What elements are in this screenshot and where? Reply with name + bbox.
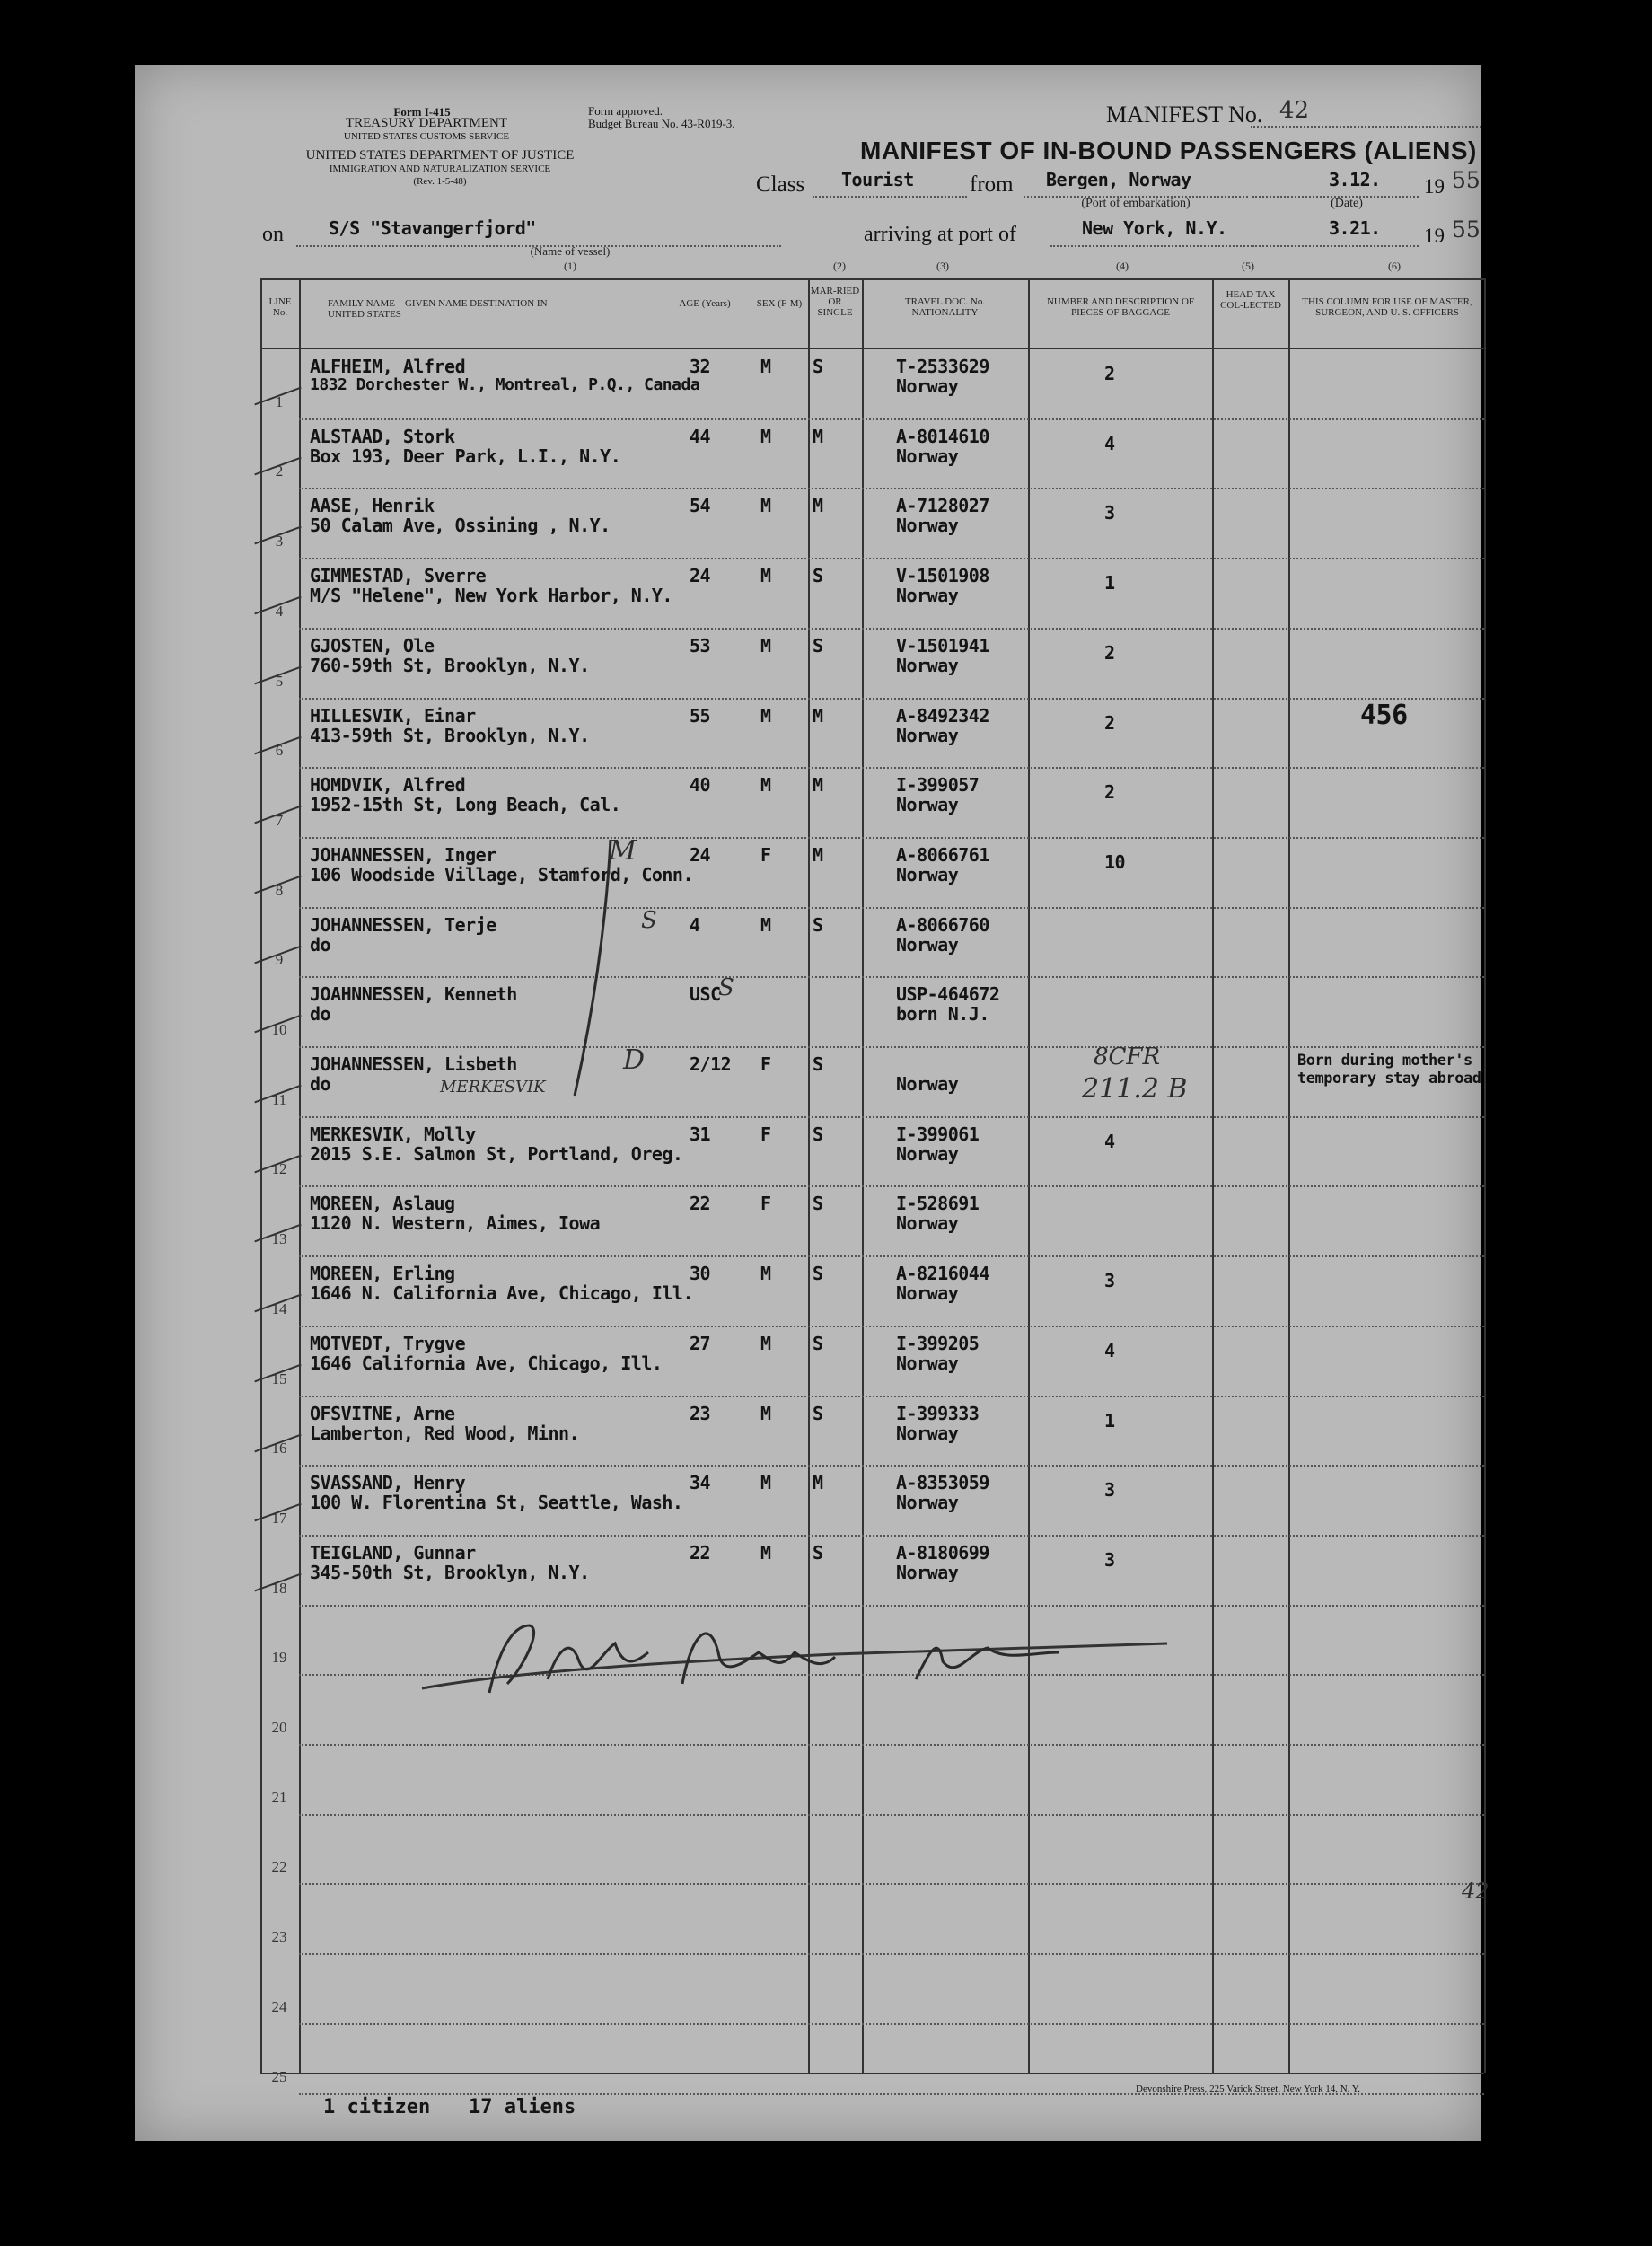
passenger-marital-status: S xyxy=(813,913,823,936)
passenger-sex: M xyxy=(760,1541,771,1563)
passenger-marital-status: S xyxy=(813,1193,823,1215)
passenger-name: MOREEN, Erling xyxy=(310,1263,455,1285)
passenger-age: 27 xyxy=(690,1332,711,1354)
printer-credit: Devonshire Press, 225 Varick Street, New York 14, N. Y. xyxy=(1136,2083,1361,2094)
passenger-marital-status: M xyxy=(813,1472,823,1494)
passenger-name: MOREEN, Aslaug xyxy=(310,1193,455,1215)
passenger-name: OFSVITNE, Arne xyxy=(310,1402,455,1424)
date2-line xyxy=(1252,245,1419,247)
summary-citizen: 1 citizen xyxy=(323,2096,431,2118)
line-number: 8 xyxy=(275,881,284,899)
passenger-sex: M xyxy=(760,495,771,517)
line-number: 13 xyxy=(271,1230,287,1248)
line-number: 25 xyxy=(271,2067,287,2085)
row-divider xyxy=(299,976,1484,978)
passenger-age: 22 xyxy=(690,1541,711,1563)
manifest-no-value: 42 xyxy=(1279,97,1310,124)
passenger-age: 53 xyxy=(690,634,711,656)
vessel-name: S/S "Stavangerfjord" xyxy=(329,217,536,239)
embarkation-date: 3.12. xyxy=(1329,169,1381,190)
embarkation-caption: (Port of embarkation) xyxy=(1081,197,1191,210)
arrival-year-prefix: 19 xyxy=(1424,225,1445,247)
passenger-destination: do xyxy=(310,933,331,956)
manifest-no-line xyxy=(1251,126,1481,128)
passenger-sex: M xyxy=(760,425,771,447)
handwritten-cfr: 8CFR xyxy=(1094,1044,1161,1070)
passenger-name: GIMMESTAD, Sverre xyxy=(310,565,487,587)
passenger-nationality: Norway xyxy=(896,863,959,885)
col-number-3: (3) xyxy=(936,260,949,272)
col-header-name: FAMILY NAME—GIVEN NAME DESTINATION IN UNITED STATES xyxy=(328,298,548,320)
passenger-sex: F xyxy=(760,1123,771,1145)
line-number: 16 xyxy=(271,1440,287,1458)
line-number: 14 xyxy=(271,1299,287,1317)
passenger-sex: M xyxy=(760,913,771,936)
passenger-baggage: 1 xyxy=(1104,1409,1115,1431)
class-line xyxy=(813,196,967,198)
passenger-age: 24 xyxy=(690,565,711,587)
line-number: 21 xyxy=(271,1788,287,1806)
passenger-name: AASE, Henrik xyxy=(310,495,435,517)
embark-year-suffix: 55 xyxy=(1452,167,1481,193)
handwritten-married-mark: M xyxy=(609,835,637,867)
passenger-age: 55 xyxy=(690,704,711,727)
row-divider xyxy=(299,1326,1484,1327)
row-divider xyxy=(299,1255,1484,1257)
row-divider xyxy=(299,1814,1484,1816)
line-number: 15 xyxy=(271,1370,287,1387)
passenger-age: 24 xyxy=(690,843,711,866)
passenger-sex: M xyxy=(760,1332,771,1354)
handwritten-d-mark: D xyxy=(623,1044,646,1076)
on-label: on xyxy=(262,223,284,246)
passenger-name: TEIGLAND, Gunnar xyxy=(310,1541,476,1563)
form-approved: Form approved. xyxy=(588,104,663,118)
passenger-sex: M xyxy=(760,356,771,377)
passenger-baggage: 3 xyxy=(1104,502,1115,524)
arrival-port: New York, N.Y. xyxy=(1082,217,1227,239)
passenger-nationality: Norway xyxy=(896,1282,959,1305)
col-header-baggage: NUMBER AND DESCRIPTION OF PIECES OF BAGGAGE xyxy=(1046,296,1195,318)
passenger-nationality: born N.J. xyxy=(896,1003,989,1026)
line-number: 4 xyxy=(275,602,284,620)
passenger-marital-status: M xyxy=(813,704,823,727)
passenger-nationality: Norway xyxy=(896,1492,959,1514)
row-divider xyxy=(299,698,1484,700)
passenger-sex: M xyxy=(760,1402,771,1424)
passenger-marital-status: S xyxy=(813,1263,823,1285)
passenger-marital-status: S xyxy=(813,1541,823,1563)
line-number: 7 xyxy=(275,811,284,829)
passenger-marital-status: M xyxy=(813,774,823,797)
passenger-nationality: Norway xyxy=(896,1142,959,1165)
row-divider xyxy=(299,628,1484,630)
passenger-name: JOHANNESSEN, Lisbeth xyxy=(310,1053,517,1075)
row-divider xyxy=(299,1396,1484,1397)
passenger-destination: Box 193, Deer Park, L.I., N.Y. xyxy=(310,445,621,467)
row-divider xyxy=(299,907,1484,909)
handwritten-cfr-section: 211.2 B xyxy=(1082,1073,1188,1105)
row-divider xyxy=(299,418,1484,420)
passenger-baggage: 3 xyxy=(1104,1479,1115,1502)
passenger-name: ALFHEIM, Alfred xyxy=(310,356,466,377)
passenger-travel-doc: I-399205 xyxy=(896,1332,980,1354)
passenger-sex: M xyxy=(760,1472,771,1494)
line-number: 22 xyxy=(271,1858,287,1876)
col-header-officers: THIS COLUMN FOR USE OF MASTER, SURGEON, AND U. S. OFFICERS xyxy=(1302,296,1472,318)
row-divider xyxy=(299,1116,1484,1118)
col-number-4: (4) xyxy=(1116,260,1129,272)
passenger-name: HILLESVIK, Einar xyxy=(310,704,476,727)
line-number: 23 xyxy=(271,1928,287,1946)
passenger-name: JOAHNNESSEN, Kenneth xyxy=(310,983,517,1006)
passenger-sex: F xyxy=(760,843,771,866)
passenger-destination: 50 Calam Ave, Ossining , N.Y. xyxy=(310,515,611,537)
passenger-name: MERKESVIK, Molly xyxy=(310,1123,476,1145)
officer-note: 456 xyxy=(1360,699,1408,731)
line-number: 17 xyxy=(271,1509,287,1527)
passenger-nationality: Norway xyxy=(896,933,959,956)
line-number: 1 xyxy=(275,392,284,410)
passenger-travel-doc: A-8180699 xyxy=(896,1541,989,1563)
passenger-marital-status: M xyxy=(813,843,823,866)
col-number-5: (5) xyxy=(1242,260,1254,272)
row-divider xyxy=(299,767,1484,769)
ins-service: IMMIGRATION AND NATURALIZATION SERVICE xyxy=(329,163,551,174)
embarkation-port: Bergen, Norway xyxy=(1046,169,1191,190)
vessel-caption: (Name of vessel) xyxy=(530,244,611,258)
col-number-6: (6) xyxy=(1388,260,1401,272)
passenger-travel-doc: A-8014610 xyxy=(896,425,989,447)
revision-date: (Rev. 1-5-48) xyxy=(413,176,467,187)
row-divider xyxy=(299,1465,1484,1467)
class-label: Class xyxy=(756,172,805,197)
passenger-travel-doc: I-399061 xyxy=(896,1123,980,1145)
line-number: 9 xyxy=(275,951,284,969)
from-label: from xyxy=(970,172,1014,197)
justice-dept: UNITED STATES DEPARTMENT OF JUSTICE xyxy=(305,148,575,163)
passenger-name: GJOSTEN, Ole xyxy=(310,634,435,656)
arrival-year-suffix: 55 xyxy=(1452,216,1481,242)
row-divider xyxy=(299,1535,1484,1537)
passenger-travel-doc: A-8066761 xyxy=(896,843,989,866)
handwritten-single-mark: S xyxy=(641,907,657,934)
passenger-baggage: 4 xyxy=(1104,1130,1115,1152)
col-header-head-tax: HEAD TAX COL-LECTED xyxy=(1220,289,1281,311)
passenger-age: 34 xyxy=(690,1472,711,1494)
passenger-nationality: Norway xyxy=(896,1561,959,1583)
line-number: 6 xyxy=(275,742,284,760)
passenger-sex: M xyxy=(760,565,771,587)
passenger-destination: Lamberton, Red Wood, Minn. xyxy=(310,1422,580,1444)
line-number: 20 xyxy=(271,1719,287,1736)
passenger-destination: 2015 S.E. Salmon St, Portland, Oreg. xyxy=(310,1142,683,1165)
passenger-nationality: Norway xyxy=(896,1422,959,1444)
passenger-marital-status: S xyxy=(813,356,823,377)
passenger-nationality: Norway xyxy=(896,585,959,607)
passenger-marital-status: S xyxy=(813,1053,823,1075)
passenger-nationality: Norway xyxy=(896,1212,959,1235)
officer-note: Born during mother's temporary stay abroad xyxy=(1297,1052,1481,1088)
embark-year-prefix: 19 xyxy=(1424,175,1445,198)
officer-signature xyxy=(413,1599,1185,1715)
passenger-sex: M xyxy=(760,704,771,727)
passenger-age: 32 xyxy=(690,356,711,377)
passenger-nationality: Norway xyxy=(896,724,959,746)
passenger-travel-doc: A-8492342 xyxy=(896,704,989,727)
handwritten-single-mark: S xyxy=(718,974,734,1001)
passenger-baggage: 1 xyxy=(1104,572,1115,595)
passenger-age: 31 xyxy=(690,1123,711,1145)
passenger-sex: M xyxy=(760,634,771,656)
passenger-baggage: 2 xyxy=(1104,363,1115,384)
col-header-travel-doc: TRAVEL DOC. No. NATIONALITY xyxy=(904,296,986,318)
passenger-sex: M xyxy=(760,1263,771,1285)
passenger-age: 44 xyxy=(690,425,711,447)
row-divider xyxy=(299,1185,1484,1187)
passenger-name: SVASSAND, Henry xyxy=(310,1472,466,1494)
line-number: 19 xyxy=(271,1649,287,1667)
passenger-sex: M xyxy=(760,774,771,797)
passenger-destination: 1952-15th St, Long Beach, Cal. xyxy=(310,794,621,816)
passenger-marital-status: S xyxy=(813,1123,823,1145)
col-number-1: (1) xyxy=(564,260,576,272)
handwritten-surname-correction: MERKESVIK xyxy=(440,1078,546,1097)
line-number: 18 xyxy=(271,1579,287,1597)
line-number: 10 xyxy=(271,1021,287,1038)
passenger-destination: 760-59th St, Brooklyn, N.Y. xyxy=(310,654,590,676)
class-value: Tourist xyxy=(841,169,914,190)
passenger-travel-doc: I-399057 xyxy=(896,774,980,797)
passenger-destination: do xyxy=(310,1003,331,1026)
line-number: 12 xyxy=(271,1160,287,1178)
passenger-travel-doc: A-7128027 xyxy=(896,495,989,517)
passenger-destination: 1832 Dorchester W., Montreal, P.Q., Canada xyxy=(310,375,700,394)
passenger-baggage: 2 xyxy=(1104,781,1115,804)
passenger-age: 22 xyxy=(690,1193,711,1215)
col-header-sex: SEX (F-M) xyxy=(756,298,803,309)
line-number: 5 xyxy=(275,672,284,690)
passenger-travel-doc: I-399333 xyxy=(896,1402,980,1424)
date-caption: (Date) xyxy=(1331,197,1363,210)
passenger-destination: 100 W. Florentina St, Seattle, Wash. xyxy=(310,1492,683,1514)
col-number-2: (2) xyxy=(833,260,846,272)
passenger-destination: M/S "Helene", New York Harbor, N.Y. xyxy=(310,585,672,607)
passenger-nationality: Norway xyxy=(896,654,959,676)
row-divider xyxy=(299,558,1484,559)
col-header-age: AGE (Years) xyxy=(679,298,731,309)
passenger-destination: 1120 N. Western, Aimes, Iowa xyxy=(310,1212,601,1235)
row-divider xyxy=(299,837,1484,839)
passenger-travel-doc: A-8216044 xyxy=(896,1263,989,1285)
passenger-destination: 1646 N. California Ave, Chicago, Ill. xyxy=(310,1282,694,1305)
row-divider xyxy=(299,1744,1484,1746)
row-divider xyxy=(299,2023,1484,2025)
passenger-destination: 345-50th St, Brooklyn, N.Y. xyxy=(310,1561,590,1583)
passenger-age: 30 xyxy=(690,1263,711,1285)
passenger-age: 40 xyxy=(690,774,711,797)
passenger-travel-doc: USP-464672 xyxy=(896,983,1000,1006)
passenger-marital-status: S xyxy=(813,634,823,656)
passenger-age: 23 xyxy=(690,1402,711,1424)
passenger-age: 4 xyxy=(690,913,700,936)
passenger-marital-status: M xyxy=(813,495,823,517)
passenger-age: 2/12 xyxy=(690,1053,732,1075)
handwritten-stroke xyxy=(566,835,620,1105)
line-number: 24 xyxy=(271,1997,287,2015)
customs-service: UNITED STATES CUSTOMS SERVICE xyxy=(343,131,510,142)
passenger-marital-status: S xyxy=(813,1402,823,1424)
passenger-nationality: Norway xyxy=(896,515,959,537)
passenger-marital-status: S xyxy=(813,565,823,587)
passenger-name: JOHANNESSEN, Terje xyxy=(310,913,496,936)
passenger-nationality: Norway xyxy=(896,794,959,816)
passenger-travel-doc: I-528691 xyxy=(896,1193,980,1215)
passenger-destination: do xyxy=(310,1073,331,1095)
passenger-travel-doc: A-8066760 xyxy=(896,913,989,936)
passenger-destination: 1646 California Ave, Chicago, Ill. xyxy=(310,1352,663,1374)
passenger-destination: 106 Woodside Village, Stamford, Conn. xyxy=(310,863,694,885)
passenger-age: USC xyxy=(690,983,721,1006)
passenger-nationality: Norway xyxy=(896,375,959,397)
treasury-dept: TREASURY DEPARTMENT xyxy=(345,116,508,130)
passenger-travel-doc: A-8353059 xyxy=(896,1472,989,1494)
arriving-label: arriving at port of xyxy=(864,223,1016,246)
passenger-sex: F xyxy=(760,1053,771,1075)
passenger-baggage: 2 xyxy=(1104,641,1115,664)
handwritten-margin-42: 42 xyxy=(1462,1879,1489,1904)
col-header-married: MAR-RIED OR SINGLE xyxy=(810,286,860,318)
passenger-baggage: 4 xyxy=(1104,1339,1115,1361)
passenger-age: 54 xyxy=(690,495,711,517)
line-number: 11 xyxy=(271,1090,287,1108)
row-divider xyxy=(299,1953,1484,1955)
passenger-marital-status: M xyxy=(813,425,823,447)
passenger-baggage: 3 xyxy=(1104,1548,1115,1571)
passenger-baggage: 2 xyxy=(1104,711,1115,734)
passenger-name: ALSTAAD, Stork xyxy=(310,425,455,447)
passenger-travel-doc: V-1501908 xyxy=(896,565,989,587)
line-number: 2 xyxy=(275,462,284,480)
passenger-nationality: Norway xyxy=(896,445,959,467)
passenger-name: JOHANNESSEN, Inger xyxy=(310,843,496,866)
passenger-destination: 413-59th St, Brooklyn, N.Y. xyxy=(310,724,590,746)
arrival-date: 3.21. xyxy=(1329,217,1381,239)
passenger-marital-status: S xyxy=(813,1332,823,1354)
col-header-line: LINE No. xyxy=(268,296,292,318)
passenger-baggage: 4 xyxy=(1104,432,1115,454)
arrival-port-line xyxy=(1050,245,1252,247)
passenger-travel-doc: T-2533629 xyxy=(896,356,989,377)
document-title: MANIFEST OF IN-BOUND PASSENGERS (ALIENS) xyxy=(860,137,1477,164)
row-divider xyxy=(299,1046,1484,1048)
summary-aliens: 17 aliens xyxy=(469,2096,576,2118)
row-divider xyxy=(299,1883,1484,1885)
passenger-nationality: Norway xyxy=(896,1073,959,1095)
manifest-no-label: MANIFEST No. xyxy=(1106,101,1263,128)
budget-bureau: Budget Bureau No. 43-R019-3. xyxy=(588,117,735,130)
form-number: Form I-415 xyxy=(393,105,451,119)
passenger-name: MOTVEDT, Trygve xyxy=(310,1332,466,1354)
line-number: 3 xyxy=(275,533,284,550)
passenger-travel-doc: V-1501941 xyxy=(896,634,989,656)
row-divider xyxy=(299,488,1484,489)
passenger-baggage: 10 xyxy=(1104,850,1126,873)
passenger-name: HOMDVIK, Alfred xyxy=(310,774,466,797)
passenger-nationality: Norway xyxy=(896,1352,959,1374)
passenger-baggage: 3 xyxy=(1104,1270,1115,1292)
passenger-sex: F xyxy=(760,1193,771,1215)
